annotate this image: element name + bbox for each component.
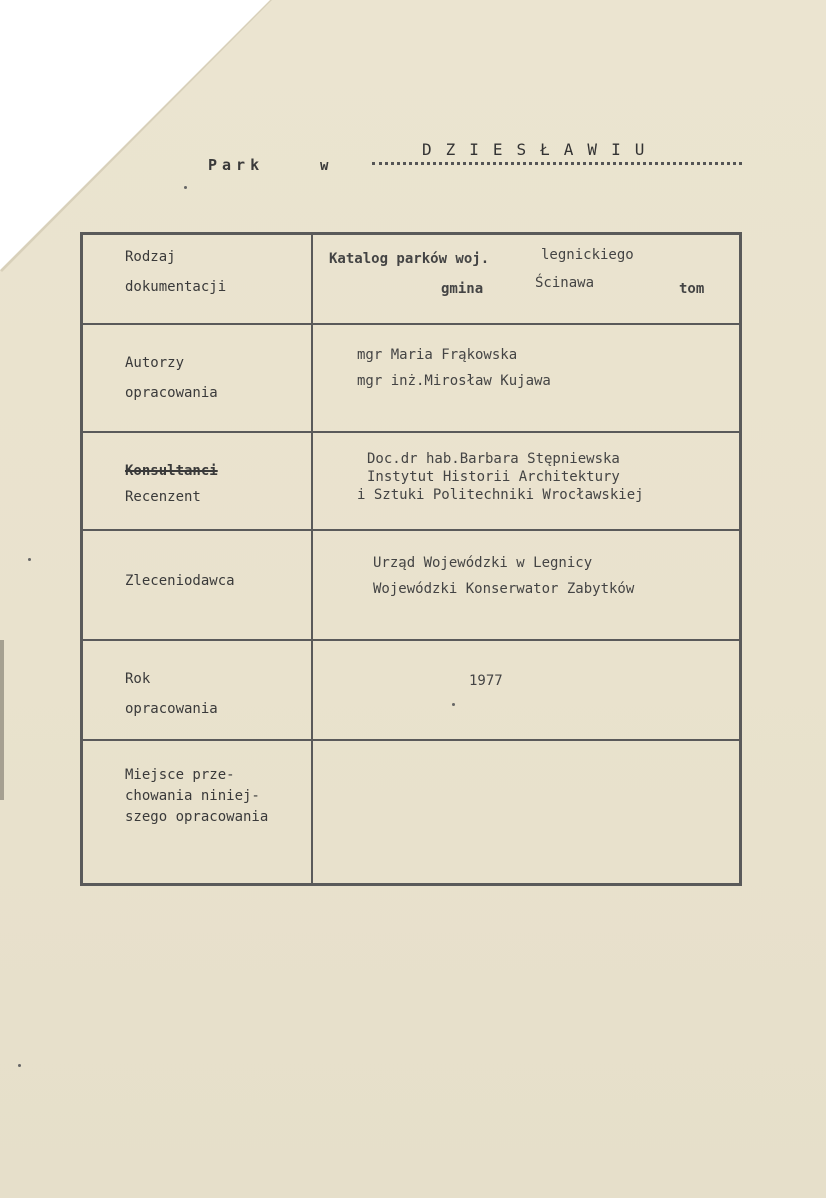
consultant-line-3: i Sztuki Politechniki Wrocławskiej	[357, 487, 644, 503]
label-autorzy: Autorzy	[125, 355, 185, 371]
label-opracowania: opracowania	[125, 385, 218, 401]
label-cell	[83, 235, 313, 323]
paper-speck	[18, 1064, 21, 1067]
label-opracowania: opracowania	[125, 701, 218, 717]
value-cell	[315, 529, 739, 639]
row-autorzy	[83, 323, 739, 433]
place-name: DZIESŁAWIU	[422, 140, 659, 159]
value-cell	[315, 431, 739, 529]
catalog-title: Katalog parków woj.	[329, 251, 490, 267]
w-label: w	[320, 158, 329, 174]
row-miejsce	[83, 739, 739, 883]
author-1: mgr Maria Frąkowska	[357, 347, 518, 363]
gmina-label: gmina	[441, 281, 484, 297]
label-cell	[83, 431, 313, 529]
label-miejsce-2: chowania niniej-	[125, 788, 260, 804]
row-konsultanci	[83, 431, 739, 531]
label-zleceniodawca: Zleceniodawca	[125, 573, 235, 589]
gmina-value: Ścinawa	[535, 275, 595, 291]
park-label: Park	[208, 156, 265, 174]
client-line-2: Wojewódzki Konserwator Zabytków	[373, 581, 635, 597]
label-miejsce-3: szego opracowania	[125, 809, 269, 825]
document-header	[208, 140, 768, 190]
label-cell	[83, 529, 313, 639]
label-rodzaj: Rodzaj	[125, 249, 176, 265]
left-edge-mark	[0, 640, 4, 800]
label-miejsce-1: Miejsce prze-	[125, 767, 235, 783]
value-cell	[315, 323, 739, 431]
consultant-line-1: Doc.dr hab.Barbara Stępniewska	[367, 451, 620, 467]
label-cell	[83, 639, 313, 739]
value-cell-empty	[315, 739, 739, 883]
row-rok	[83, 639, 739, 741]
paper-speck	[28, 558, 31, 561]
paper-speck	[184, 186, 187, 189]
label-rok: Rok	[125, 671, 151, 687]
tom-label: tom	[679, 281, 705, 297]
label-cell	[83, 323, 313, 431]
voivodeship-value: legnickiego	[541, 247, 634, 263]
value-cell	[315, 235, 739, 323]
client-line-1: Urząd Wojewódzki w Legnicy	[373, 555, 593, 571]
row-zleceniodawca	[83, 529, 739, 641]
label-cell	[83, 739, 313, 883]
row-rodzaj-dokumentacji	[83, 235, 739, 325]
label-konsultanci-struck: Konsultanci	[125, 463, 218, 479]
dotted-fill-line	[372, 162, 742, 165]
paper-speck	[452, 703, 455, 706]
label-recenzent: Recenzent	[125, 489, 201, 505]
documentation-form-table	[80, 232, 742, 886]
label-dokumentacji: dokumentacji	[125, 279, 227, 295]
value-cell	[315, 639, 739, 739]
author-2: mgr inż.Mirosław Kujawa	[357, 373, 551, 389]
consultant-line-2: Instytut Historii Architektury	[367, 469, 620, 485]
year-value: 1977	[469, 673, 503, 689]
